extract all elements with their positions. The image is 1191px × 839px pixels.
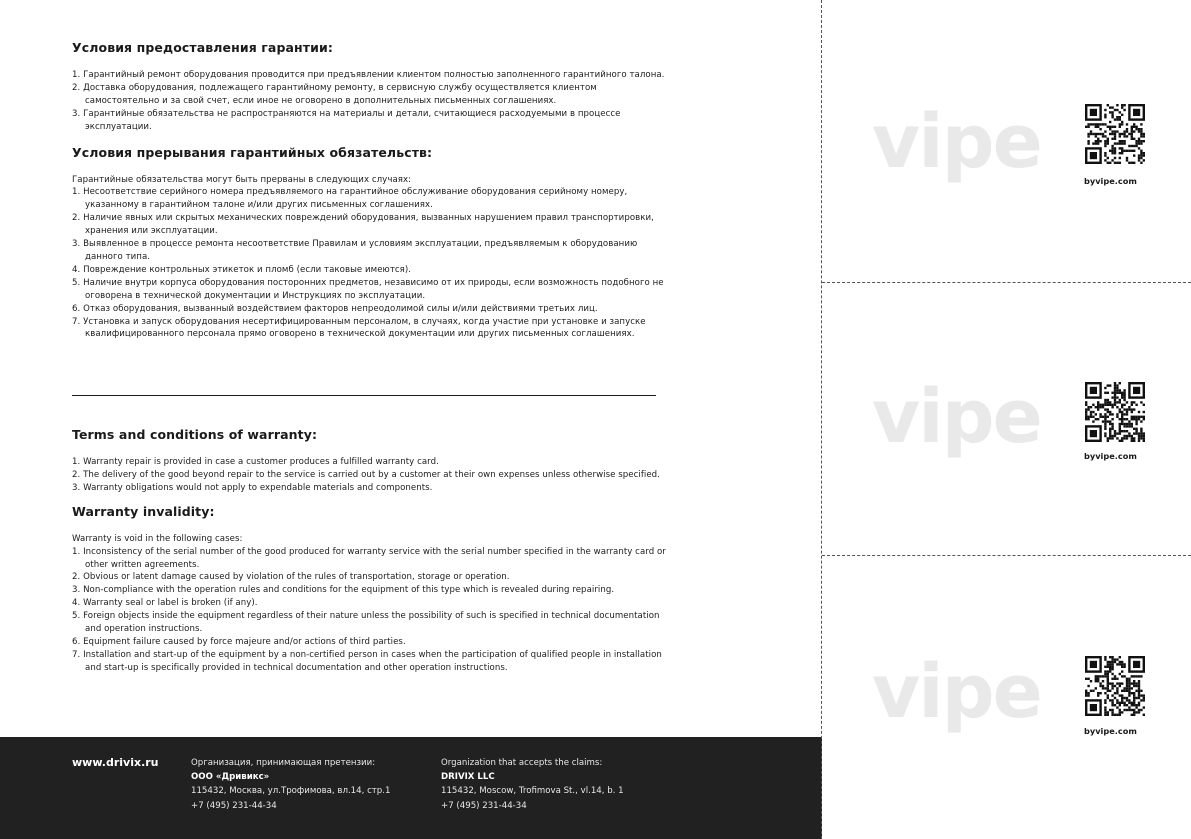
en-conditions-list — [72, 456, 672, 495]
en-phone: +7 (495) 231-44-34 — [441, 800, 527, 811]
qr-code-icon — [1085, 656, 1145, 716]
qr-code-icon — [1085, 382, 1145, 442]
list-item: 2. Доставка оборудования, подлежащего гарантийному ремонту, в сервисную службу осуществляется клиентом самостоятельно и за свой счет, если иное не оговорено в дополнительных письменных соглашениях. — [72, 82, 597, 106]
en-invalidity-list — [72, 546, 672, 675]
ru-conditions-title: Условия предоставления гарантии: — [72, 40, 333, 55]
list-item: 4. Warranty seal or label is broken (if any). — [72, 598, 258, 609]
qr-code-icon — [1085, 104, 1145, 164]
list-item: 2. The delivery of the good beyond repair to the service is carried out by a customer at their own expenses unless otherwise specified. — [72, 469, 660, 480]
list-item: 4. Повреждение контрольных этикеток и пломб (если таковые имеются). — [72, 264, 412, 275]
list-item: 1. Inconsistency of the serial number of the good produced for warranty service with the serial number specified in the warranty card or other written agreements. — [72, 546, 666, 570]
section-divider — [72, 395, 656, 396]
warranty-coupon — [822, 0, 1191, 274]
qr-label: byvipe.com — [1084, 726, 1137, 736]
ru-company-name: ООО «Дривикс» — [191, 772, 270, 783]
list-item: 6. Equipment failure caused by force majeure and/or actions of third parties. — [72, 636, 406, 647]
en-claims-label: Organization that accepts the claims: — [441, 758, 603, 768]
en-address: 115432, Moscow, Trofimova St., vl.14, b. 1 — [441, 786, 624, 797]
ru-address: 115432, Москва, ул.Трофимова, вл.14, стр.1 — [191, 786, 391, 797]
ru-termination-title: Условия прерывания гарантийных обязательств: — [72, 144, 433, 160]
ru-termination-intro: Гарантийные обязательства могут быть прерваны в следующих случаях: — [72, 174, 412, 185]
en-conditions-title: Terms and conditions of warranty: — [72, 427, 318, 442]
vipe-logo: vipe — [872, 374, 1041, 460]
ru-conditions-list — [72, 69, 672, 134]
en-company-name: DRIVIX LLC — [441, 772, 495, 783]
list-item: 3. Warranty obligations would not apply to expendable materials and components. — [72, 482, 433, 493]
list-item: 5. Наличие внутри корпуса оборудования посторонних предметов, независимо от их природы, если возможность подобного не оговорена в технической документации и Инструкциях по эксплуатации. — [72, 277, 664, 301]
list-item: 2. Obvious or latent damage caused by violation of the rules of transportation, storage or operation. — [72, 572, 510, 583]
list-item: 6. Отказ оборудования, вызванный воздействием факторов непреодолимой силы и/или действиями третьих лиц. — [72, 303, 598, 314]
ru-contact-block — [191, 756, 390, 813]
list-item: 1. Несоответствие серийного номера предъявляемого на гарантийное обслуживание оборудования серийному номеру, указанному в гарантийном талоне и/или других письменных соглашениях. — [72, 187, 628, 211]
list-item: 5. Foreign objects inside the equipment regardless of their nature unless the possibility of such is specified in technical documentation and operation instructions. — [72, 611, 660, 635]
russian-section — [72, 40, 672, 341]
footer — [0, 737, 822, 839]
list-item: 1. Гарантийный ремонт оборудования проводится при предъявлении клиентом полностью заполненного гарантийного талона. — [72, 70, 665, 80]
vipe-logo: vipe — [872, 649, 1041, 735]
list-item: 2. Наличие явных или скрытых механических повреждений оборудования, вызванных нарушением правил транспортировки, хранения или эксплуатации. — [72, 213, 654, 237]
en-contact-block — [441, 756, 624, 813]
warranty-coupon — [822, 555, 1191, 829]
vipe-logo: vipe — [872, 99, 1041, 185]
list-item: 3. Выявленное в процессе ремонта несоответствие Правилам и условиям эксплуатации, предъявляемым к оборудованию данного типа. — [72, 239, 638, 262]
ru-termination-list — [72, 186, 672, 341]
english-section — [72, 427, 672, 675]
ru-claims-label: Организация, принимающая претензии: — [191, 758, 376, 768]
website-link[interactable]: www.drivix.ru — [72, 756, 159, 769]
qr-label: byvipe.com — [1084, 451, 1137, 461]
list-item: 3. Гарантийные обязательства не распространяются на материалы и детали, считающиеся расходуемыми в процессе эксплуатации. — [72, 108, 621, 132]
list-item: 7. Установка и запуск оборудования несертифицированным персоналом, в случаях, когда участие при установке и запуске квалифицированного персонала прямо оговорено в технической документации или других письменных соглашениях. — [72, 316, 646, 340]
en-invalidity-title: Warranty invalidity: — [72, 503, 215, 519]
list-item: 7. Installation and start-up of the equipment by a non-certified person in cases when the participation of qualified people in installation and start-up is specifically provided in technical documentation and other operation instructions. — [72, 649, 662, 673]
qr-label: byvipe.com — [1084, 176, 1137, 186]
ru-phone: +7 (495) 231-44-34 — [191, 800, 277, 811]
list-item: 3. Non-compliance with the operation rules and conditions for the equipment of this type which is revealed during repairing. — [72, 585, 615, 596]
warranty-coupon — [822, 282, 1191, 556]
list-item: 1. Warranty repair is provided in case a customer produces a fulfilled warranty card. — [72, 457, 439, 467]
en-invalidity-intro: Warranty is void in the following cases: — [72, 533, 243, 544]
